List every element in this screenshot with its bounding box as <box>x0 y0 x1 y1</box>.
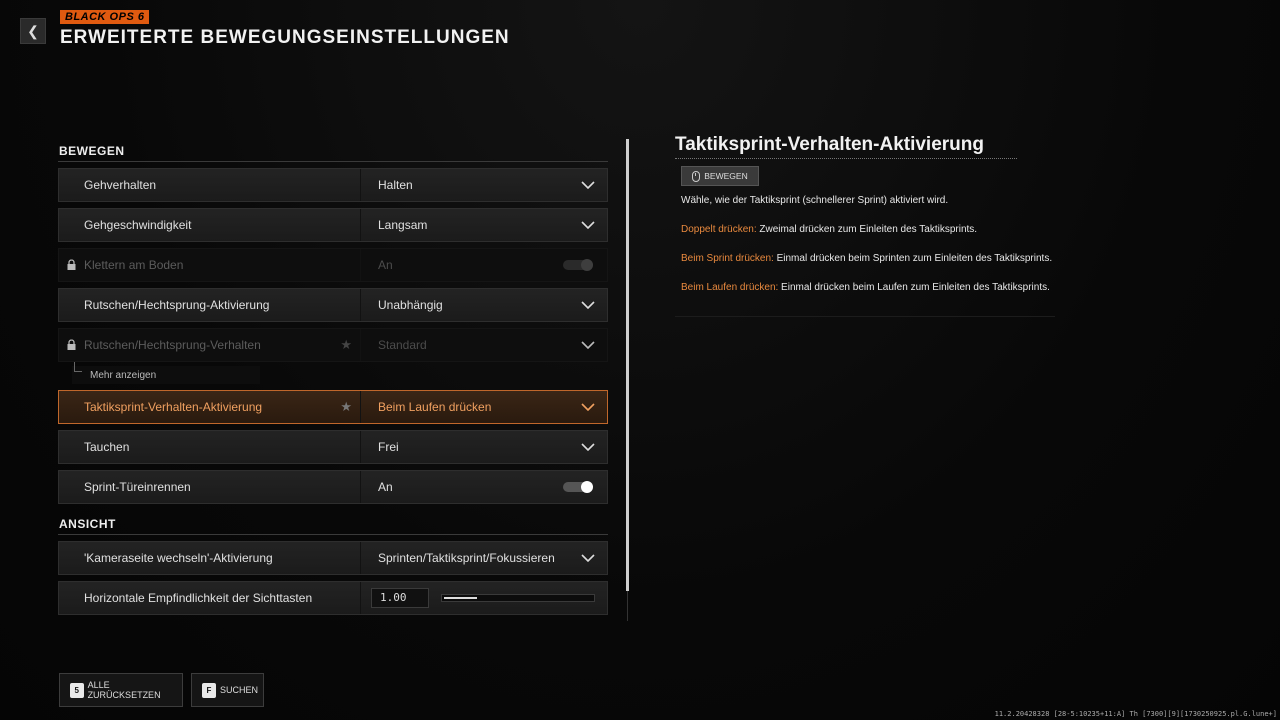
setting-dropdown[interactable] <box>361 209 607 241</box>
lock-icon <box>67 340 76 351</box>
toggle-icon[interactable] <box>563 482 593 492</box>
setting-label-wrapper <box>59 249 361 281</box>
option-name: Beim Sprint drücken: <box>681 253 774 264</box>
detail-title: Taktiksprint-Verhalten-Aktivierung <box>675 134 1017 159</box>
show-more-link[interactable] <box>72 366 260 384</box>
setting-value: Langsam <box>378 218 428 232</box>
show-more-label: Mehr anzeigen <box>90 369 157 381</box>
lock-icon <box>67 260 76 271</box>
detail-option <box>681 224 1255 235</box>
section-header-move: BEWEGEN <box>58 140 608 162</box>
option-name: Doppelt drücken: <box>681 224 757 235</box>
star-icon: ★ <box>340 399 352 414</box>
setting-label: Gehverhalten <box>59 169 361 201</box>
setting-label-wrapper <box>59 391 361 423</box>
chevron-down-icon <box>581 341 595 349</box>
back-button[interactable] <box>20 18 46 44</box>
setting-row-ground-climb <box>58 248 608 282</box>
setting-label-wrapper <box>59 329 361 361</box>
setting-row-camera-side-switch[interactable] <box>58 541 608 575</box>
chevron-down-icon <box>581 403 595 411</box>
setting-row-walk-speed[interactable] <box>58 208 608 242</box>
panel-divider-scrollbar[interactable] <box>626 139 629 591</box>
chevron-down-icon <box>581 181 595 189</box>
setting-value: Beim Laufen drücken <box>378 400 492 414</box>
panel-divider <box>627 591 628 621</box>
setting-label: Klettern am Boden <box>84 258 184 272</box>
setting-value: An <box>378 258 393 272</box>
setting-label: Tauchen <box>59 431 361 463</box>
option-text: Zweimal drücken zum Einleiten des Taktiksprints. <box>756 224 978 235</box>
setting-row-slide-activation[interactable] <box>58 288 608 322</box>
chevron-down-icon <box>581 221 595 229</box>
page-title: ERWEITERTE BEWEGUNGSEINSTELLUNGEN <box>60 27 510 48</box>
setting-dropdown[interactable] <box>361 169 607 201</box>
setting-dropdown[interactable] <box>361 391 607 423</box>
setting-dropdown[interactable] <box>361 289 607 321</box>
search-label: SUCHEN <box>220 685 259 695</box>
setting-value: An <box>378 480 393 494</box>
setting-label: Sprint-Türeinrennen <box>59 471 361 503</box>
setting-dropdown <box>361 329 607 361</box>
setting-value: Frei <box>378 440 399 454</box>
setting-toggle[interactable] <box>361 471 607 503</box>
chevron-down-icon <box>581 301 595 309</box>
setting-label: 'Kameraseite wechseln'-Aktivierung <box>59 542 361 574</box>
setting-label: Rutschen/Hechtsprung-Aktivierung <box>59 289 361 321</box>
search-button[interactable] <box>191 673 264 707</box>
detail-option <box>681 282 1255 293</box>
chevron-down-icon <box>581 443 595 451</box>
setting-row-tac-sprint-activation[interactable] <box>58 390 608 424</box>
setting-toggle <box>361 249 607 281</box>
setting-value: Unabhängig <box>378 298 443 312</box>
detail-panel <box>675 134 1255 293</box>
setting-value: Halten <box>378 178 413 192</box>
setting-slider[interactable] <box>361 582 607 614</box>
mouse-icon <box>692 171 700 182</box>
build-version: 11.2.20428328 [28-5:10235+11:A] Th [7300][9][1730250925.pl.G.lune+] <box>994 710 1277 718</box>
setting-label: Taktiksprint-Verhalten-Aktivierung <box>84 400 263 414</box>
sensitivity-value-input[interactable]: 1.00 <box>371 588 429 608</box>
tree-corner-icon <box>74 362 82 372</box>
detail-description: Wähle, wie der Taktiksprint (schnellerer Sprint) aktiviert wird. <box>681 195 949 206</box>
setting-row-horizontal-sensitivity[interactable] <box>58 581 608 615</box>
setting-row-slide-behavior <box>58 328 608 362</box>
detail-divider <box>675 316 1055 317</box>
setting-value: Sprinten/Taktiksprint/Fokussieren <box>378 551 555 565</box>
setting-dropdown[interactable] <box>361 431 607 463</box>
setting-dropdown[interactable] <box>361 542 607 574</box>
setting-row-sprint-door-bash[interactable] <box>58 470 608 504</box>
keycap-icon: F <box>202 683 216 698</box>
chevron-down-icon <box>581 554 595 562</box>
setting-row-dive[interactable] <box>58 430 608 464</box>
reset-all-label: ALLE ZURÜCKSETZEN <box>87 680 161 700</box>
setting-label: Horizontale Empfindlichkeit der Sichttasten <box>59 582 361 614</box>
toggle-icon <box>563 260 593 270</box>
setting-value: Standard <box>378 338 427 352</box>
setting-label: Gehgeschwindigkeit <box>59 209 361 241</box>
section-header-view: ANSICHT <box>58 513 608 535</box>
setting-row-walk-behavior[interactable] <box>58 168 608 202</box>
option-text: Einmal drücken beim Sprinten zum Einleiten des Taktiksprints. <box>773 253 1053 264</box>
keycap-icon: 5 <box>70 683 84 698</box>
chevron-left-icon: ❮ <box>27 22 39 39</box>
key-chip-label: BEWEGEN <box>704 171 748 181</box>
star-icon: ★ <box>340 337 352 352</box>
option-name: Beim Laufen drücken: <box>681 282 779 293</box>
detail-option <box>681 253 1255 264</box>
option-text: Einmal drücken beim Laufen zum Einleiten des Taktiksprints. <box>778 282 1050 293</box>
move-key-chip <box>681 166 759 186</box>
sensitivity-slider-fill <box>444 597 477 599</box>
setting-label: Rutschen/Hechtsprung-Verhalten <box>84 338 261 352</box>
game-logo: BLACK OPS 6 <box>60 10 149 24</box>
sensitivity-slider-track[interactable] <box>441 594 595 602</box>
reset-all-button[interactable] <box>59 673 183 707</box>
